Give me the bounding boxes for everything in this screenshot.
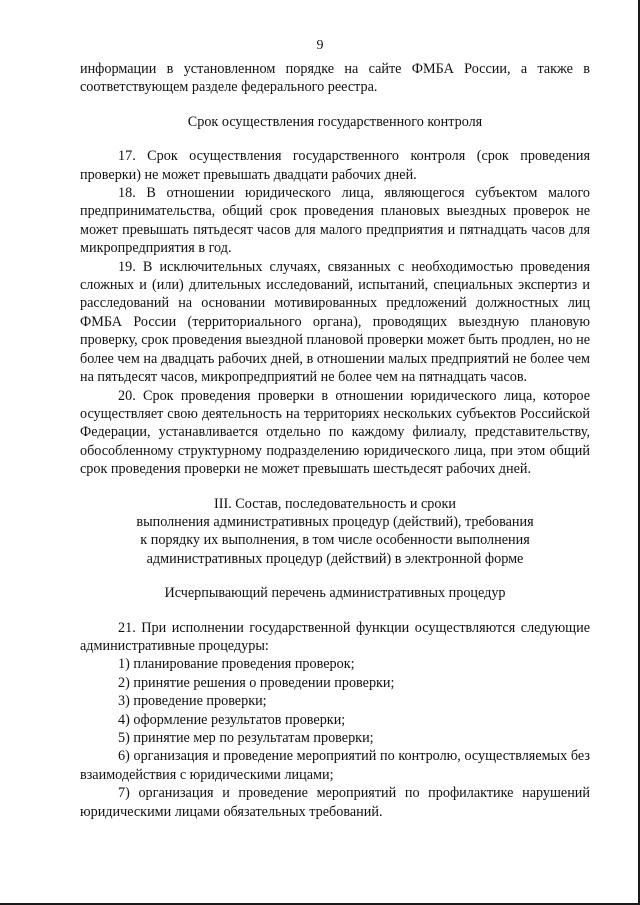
document-body bbox=[80, 60, 590, 821]
procedure-item: 4) оформление результатов проверки; bbox=[118, 711, 346, 728]
intro-paragraph: информации в установленном порядке на сайте ФМБА России, а также в соответствующем разделе федерального реестра. bbox=[80, 61, 590, 96]
paragraph-21: 21. При исполнении государственной функции осуществляются следующие административные процедуры: bbox=[80, 619, 590, 654]
chapter-heading-line: к порядку их выполнения, в том числе особенности выполнения bbox=[140, 532, 530, 549]
procedure-item: 5) принятие мер по результатам проверки; bbox=[118, 730, 374, 746]
procedure-item: 6) организация и проведение мероприятий по контролю, осуществляемых без взаимодействия с юридическими лицами; bbox=[80, 748, 590, 783]
procedure-item: 1) планирование проведения проверок; bbox=[118, 656, 355, 673]
procedure-item: 2) принятие решения о проведении проверки; bbox=[118, 674, 395, 691]
procedure-list bbox=[80, 655, 590, 821]
chapter-heading-line: III. Состав, последовательность и сроки bbox=[214, 495, 456, 512]
section-heading-procedures: Исчерпывающий перечень административных процедур bbox=[164, 585, 506, 602]
procedure-item: 7) организация и проведение мероприятий по профилактике нарушений юридическими лицами обязательных требований. bbox=[80, 785, 590, 820]
paragraph-20: 20. Срок проведения проверки в отношении юридического лица, которое осуществляет свою деятельность на территориях нескольких субъектов Российской Федерации, устанавливается отдельно по каждому филиалу, представительству, обособленному структурному подразделению юридического лица, при этом общий срок проведения проверки не может превышать шестьдесят рабочих дней. bbox=[80, 387, 590, 478]
section-heading-control-term: Срок осуществления государственного контроля bbox=[187, 113, 483, 130]
paragraph-18: 18. В отношении юридического лица, являющегося субъектом малого предпринимательства, общий срок проведения плановых выездных проверок не может превышать пятьдесят часов для малого предприятия и пятнадцать часов для микропредприятия в год. bbox=[80, 185, 590, 257]
chapter-heading-line: административных процедур (действий) в электронной форме bbox=[146, 550, 524, 567]
page-number: 9 bbox=[316, 38, 324, 53]
procedure-item: 3) проведение проверки; bbox=[118, 693, 267, 710]
paragraph-17: 17. Срок осуществления государственного контроля (срок проведения проверки) не может превышать двадцати рабочих дней. bbox=[80, 148, 590, 183]
chapter-heading bbox=[80, 495, 590, 569]
chapter-heading-line: выполнения административных процедур (действий), требования bbox=[136, 513, 534, 530]
paragraph-19: 19. В исключительных случаях, связанных с необходимостью проведения сложных и (или) длительных исследований, испытаний, специальных экспертиз и расследований на основании мотивированных предложений должностных лиц ФМБА России (территориального органа), проводящих выездную плановую проверку, срок проведения выездной плановой проверки может быть продлен, но не более чем на двадцать рабочих дней, в отношении малых предприятий не более чем на пятьдесят часов, микропредприятий не более чем на пятнадцать часов. bbox=[80, 258, 590, 386]
